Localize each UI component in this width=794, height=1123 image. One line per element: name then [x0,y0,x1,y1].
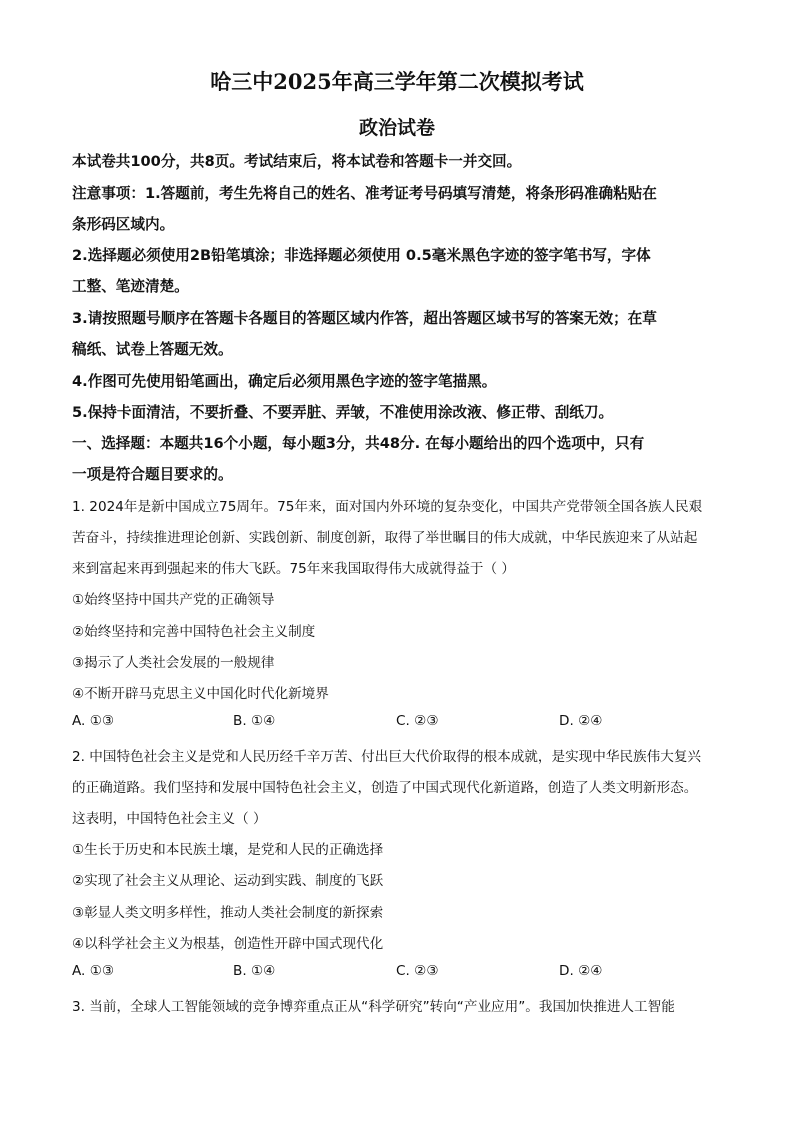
q1-statement: ④不断开辟马克思主义中国化时代化新境界 [72,686,329,702]
q1-stem-line: 苦奋斗，持续推进理论创新、实践创新、制度创新，取得了举世瞩目的伟大成就，中华民族迎来了从站起 [72,530,698,546]
instruction-line: 工整、笔迹清楚。 [72,278,189,295]
q1-statement: ①始终坚持中国共产党的正确领导 [72,592,275,608]
instruction-line: 注意事项：1.答题前，考生先将自己的姓名、准考证考号码填写清楚，将条形码准确粘贴在 [72,185,657,202]
q2-stem-line: 的正确道路。我们坚持和发展中国特色社会主义，创造了中国式现代化新道路，创造了人类文明新形态。 [72,780,698,796]
q1-option-c[interactable]: C. ②③ [396,713,439,729]
q2-option-c[interactable]: C. ②③ [396,963,439,979]
q1-option-d[interactable]: D. ②④ [559,713,603,729]
instruction-line: 2.选择题必须使用2B铅笔填涂；非选择题必须使用 0.5毫米黑色字迹的签字笔书写，字体 [72,247,651,264]
q2-statement: ①生长于历史和本民族土壤，是党和人民的正确选择 [72,842,384,858]
q2-statement: ②实现了社会主义从理论、运动到实践、制度的飞跃 [72,873,384,889]
instruction-line: 条形码区域内。 [72,216,175,233]
q2-stem-line: 2. 中国特色社会主义是党和人民历经千辛万苦、付出巨大代价取得的根本成就，是实现中华民族伟大复兴 [72,749,702,765]
instruction-line: 4.作图可先使用铅笔画出，确定后必须用黑色字迹的签字笔描黑。 [72,373,497,390]
q2-option-d[interactable]: D. ②④ [559,963,603,979]
q1-stem-line: 来到富起来再到强起来的伟大飞跃。75年来我国取得伟大成就得益于（ ） [72,561,516,577]
section-heading: 一项是符合题目要求的。 [72,466,233,483]
instruction-line: 5.保持卡面清洁，不要折叠、不要弄脏、弄皱，不准使用涂改液、修正带、刮纸刀。 [72,404,614,421]
q1-stem-line: 1. 2024年是新中国成立75周年。75年来，面对国内外环境的复杂变化，中国共产党带领全国各族人民艰 [72,499,703,515]
instruction-line: 3.请按照题号顺序在答题卡各题目的答题区域内作答，超出答题区域书写的答案无效；在草 [72,310,657,327]
q2-statement: ④以科学社会主义为根基，创造性开辟中国式现代化 [72,936,384,952]
q1-statement: ②始终坚持和完善中国特色社会主义制度 [72,624,316,640]
q2-option-b[interactable]: B. ①④ [233,963,276,979]
q1-option-b[interactable]: B. ①④ [233,713,276,729]
exam-subtitle: 政治试卷 [358,117,435,139]
q2-statement: ③彰显人类文明多样性，推动人类社会制度的新探索 [72,905,384,921]
exam-title: 哈三中2025年高三学年第二次模拟考试 [210,69,584,94]
q1-option-a[interactable]: A. ①③ [72,713,115,729]
section-heading: 一、选择题：本题共16个小题，每小题3分，共48分. 在每小题给出的四个选项中，只有 [72,435,645,452]
q1-statement: ③揭示了人类社会发展的一般规律 [72,655,275,671]
q3-stem-line: 3. 当前，全球人工智能领域的竞争博弈重点正从“科学研究”转向“产业应用”。我国加快推进人工智能 [72,999,675,1015]
instruction-line: 本试卷共100分，共8页。考试结束后，将本试卷和答题卡一并交回。 [72,153,522,170]
q2-stem-line: 这表明，中国特色社会主义（ ） [72,811,267,827]
q2-option-a[interactable]: A. ①③ [72,963,115,979]
instruction-line: 稿纸、试卷上答题无效。 [72,341,233,358]
